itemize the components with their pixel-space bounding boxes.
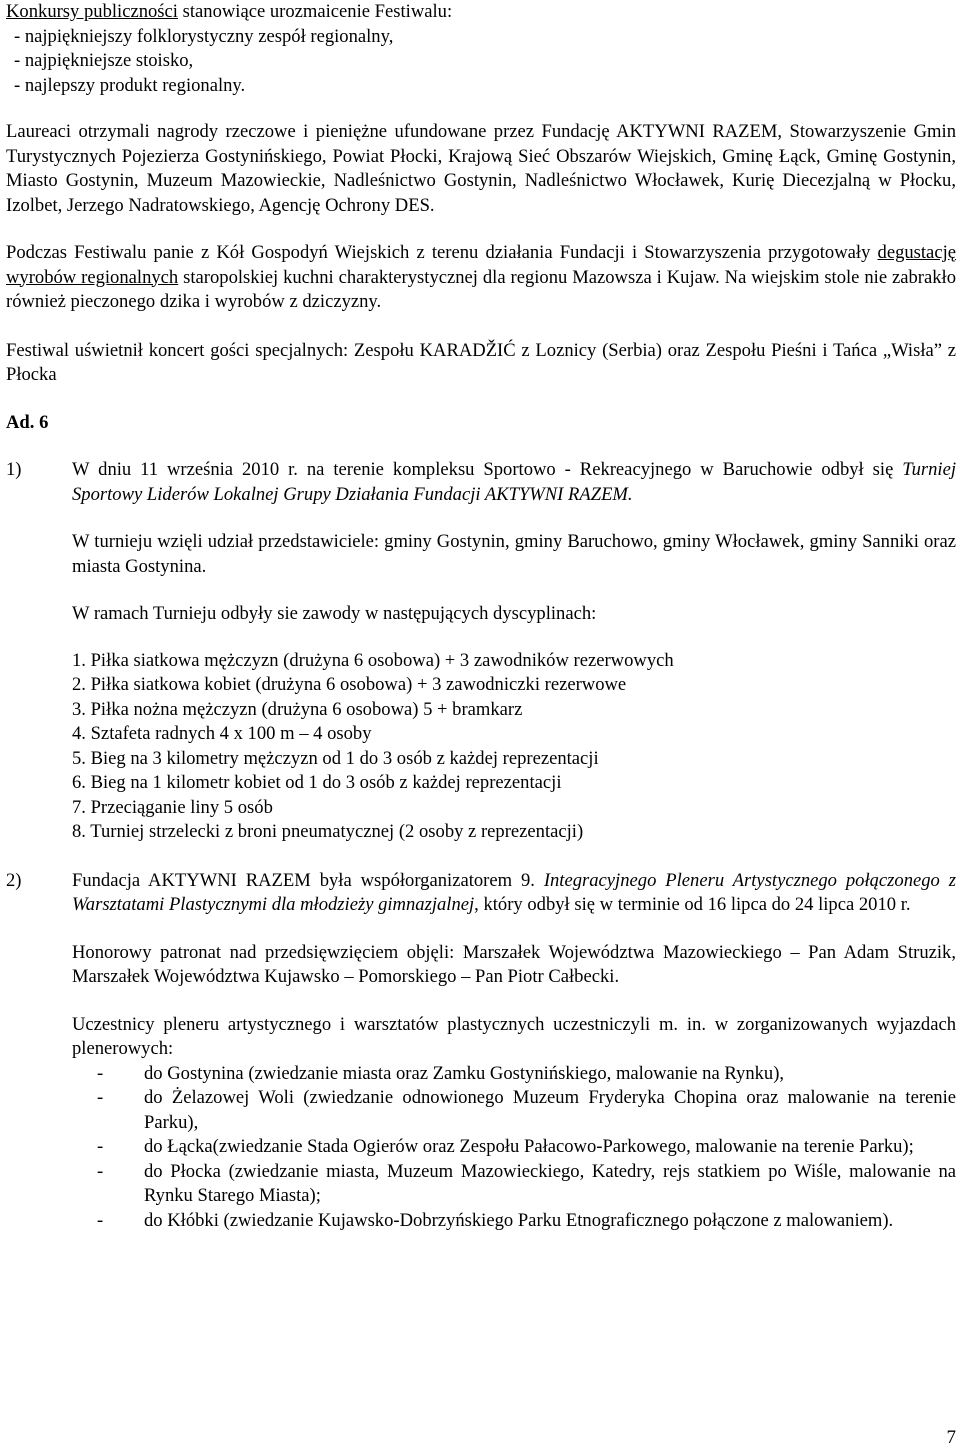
contest-item: - najlepszy produkt regionalny. [14,74,246,96]
item-2 [6,869,956,1234]
patronage-paragraph: Honorowy patronat nad przedsięwzięciem objęli: Marszałek Województwa Mazowieckiego – Pan Adam Struzik, Marszałek Województwa Kujawsko – Pomorskiego – Pan Piotr Całbecki. [72,941,956,987]
discipline-item: 2. Piłka siatkowa kobiet (drużyna 6 osobowa) + 3 zawodniczki rezerwowe [72,674,627,695]
trips-intro: Uczestnicy pleneru artystycznego i warsztatów plastycznych uczestniczyli m. in. w zorganizowanych wyjazdach plenerowych: [72,1013,956,1059]
festival-text-1: Podczas Festiwalu panie z Kół Gospodyń Wiejskich z terenu działania Fundacji i Stowarzyszenia przygotowały [6,242,878,263]
contests-heading-line [6,0,956,25]
item-1-text [72,458,956,507]
item-1 [6,458,956,845]
discipline-item: 6. Bieg na 1 kilometr kobiet od 1 do 3 osób z każdej reprezentacji [72,772,562,793]
trip-item [6,1160,956,1209]
contests-heading: Konkursy publiczności [6,1,178,22]
item-1-plain: W dniu 11 września 2010 r. na terenie kompleksu Sportowo - Rekreacyjnego w Baruchowie odbył się [72,459,903,480]
item-2-number: 2) [6,869,22,891]
festival-text-2: staropolskiej kuchni charakterystycznej dla regionu Mazowsza i Kujaw. Na wiejskim stole nie zabrakło również pieczonego dzika i wyrobów z dziczyzny. [6,266,956,312]
dash-marker: - [97,1062,104,1084]
participants-paragraph: W turnieju wzięli udział przedstawiciele: gminy Gostynin, gminy Baruchowo, gminy Włocławek, gminy Sanniki oraz miasta Gostynina. [72,531,956,577]
discipline-item: 3. Piłka nożna mężczyzn (drużyna 6 osobowa) 5 + bramkarz [72,698,523,720]
ad-heading: Ad. 6 [6,411,49,433]
trip-item [6,1086,956,1135]
trip-item [6,1062,956,1087]
plener-title: Integracyjnego Pleneru Artystycznego połączonego z Warsztatami Plastycznymi dla młodzieży gimnazjalnej [72,869,956,915]
trip-text: do Gostynina (zwiedzanie miasta oraz Zamku Gostynińskiego, malowanie na Rynku), [144,1062,785,1084]
trip-text: do Łącka(zwiedzanie Stada Ogierów oraz Zespołu Pałacowo-Parkowego, malowanie na terenie Parku); [144,1136,914,1157]
concert-paragraph: Festiwal uświetnił koncert gości specjalnych: Zespołu KARADŽIĆ z Loznicy (Serbia) oraz Zespołu Pieśni i Tańca „Wisła” z Płocka [6,339,956,385]
page-number: 7 [946,1427,956,1448]
disciplines-list [72,649,956,845]
contest-item: - najpiękniejsze stoisko, [14,50,194,71]
trip-item [6,1209,956,1234]
tournament-title: Turniej Sportowy Liderów Lokalnej Grupy Działania Fundacji AKTYWNI RAZEM. [72,459,956,505]
contests-heading-rest: stanowiące urozmaicenie Festiwalu: [177,1,453,22]
item-1-number: 1) [6,459,22,480]
trip-text: do Żelazowej Woli (zwiedzanie odnowionego Muzeum Fryderyka Chopina oraz malowanie na terenie Parku), [144,1087,956,1133]
dash-marker: - [97,1209,104,1231]
contests-section [6,0,956,98]
item-2-text [72,869,956,918]
discipline-item: 8. Turniej strzelecki z broni pneumatycznej (2 osoby z reprezentacji) [72,821,584,842]
trip-text: do Kłóbki (zwiedzanie Kujawsko-Dobrzyńskiego Parku Etnograficznego połączone z malowaniem). [144,1209,894,1231]
disciplines-intro: W ramach Turnieju odbyły sie zawody w następujących dyscyplinach: [72,603,597,624]
item-2-tail: , który odbył się w terminie od 16 lipca do 24 lipca 2010 r. [474,894,911,915]
dash-marker: - [97,1160,104,1182]
discipline-item: 1. Piłka siatkowa mężczyzn (drużyna 6 osobowa) + 3 zawodników rezerwowych [72,649,674,671]
trip-item [6,1135,956,1160]
contest-item: - najpiękniejszy folklorystyczny zespół regionalny, [14,25,394,47]
dash-marker: - [97,1087,104,1108]
discipline-item: 5. Bieg na 3 kilometry mężczyzn od 1 do 3 osób z każdej reprezentacji [72,747,599,769]
trip-text: do Płocka (zwiedzanie miasta, Muzeum Mazowieckiego, Katedry, rejs statkiem po Wiśle, malowanie na Rynku Starego Miasta); [144,1160,956,1206]
trips-list [6,1062,956,1234]
item-2-plain: Fundacja AKTYWNI RAZEM była współorganizatorem 9. [72,869,544,891]
festival-paragraph [6,241,956,315]
discipline-item: 4. Sztafeta radnych 4 x 100 m – 4 osoby [72,723,372,744]
dash-marker: - [97,1136,104,1157]
tasting-underlined: degustację wyrobów regionalnych [6,242,956,288]
document-page [6,0,956,1233]
discipline-item: 7. Przeciąganie liny 5 osób [72,796,273,818]
laureates-paragraph: Laureaci otrzymali nagrody rzeczowe i pieniężne ufundowane przez Fundację AKTYWNI RAZEM, Stowarzyszenie Gmin Turystycznych Pojezierza Gostynińskiego, Powiat Płocki, Krajową Sieć Obszarów Wiejskich, Gminę Łąck, Gminę Gostynin, Miasto Gostynin, Muzeum Mazowieckie, Nadleśnictwo Gostynin, Nadleśnictwo Włocławek, Kurię Diecezjalną w Płocku, Izolbet, Jerzego Nadratowskiego, Agencję Ochrony DES. [6,121,956,216]
